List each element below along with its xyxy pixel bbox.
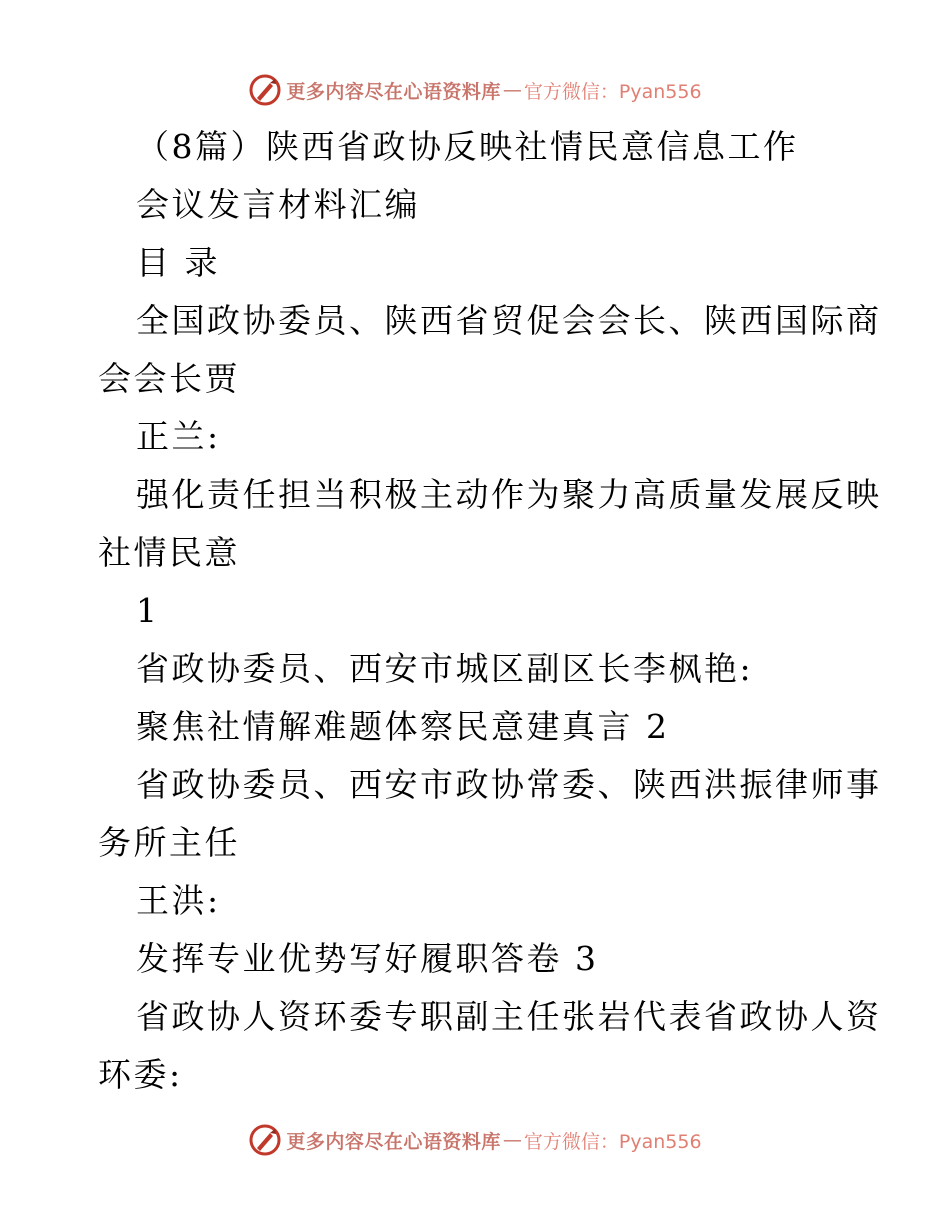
watermark-separator: —	[502, 1129, 522, 1151]
toc-entry-3-author-cont: 务所主任	[98, 823, 240, 862]
toc-entry-3-author: 省政协委员、西安市政协常委、陕西洪振律师事	[136, 765, 882, 804]
toc-entry-4-author-cont: 环委:	[98, 1055, 183, 1094]
watermark-contact: 官方微信：Pyan556	[523, 80, 702, 103]
pen-logo-icon	[248, 1123, 282, 1157]
watermark-contact: 官方微信：Pyan556	[523, 1130, 702, 1153]
toc-entry-1-author: 全国政协委员、陕西省贸促会会长、陕西国际商	[136, 301, 882, 340]
toc-entry-1-author-cont: 会会长贾	[98, 359, 240, 398]
toc-entry-2-author: 省政协委员、西安市城区副区长李枫艳:	[136, 649, 754, 688]
document-title: （8篇）陕西省政协反映社情民意信息工作	[136, 127, 799, 166]
watermark-separator: —	[502, 79, 522, 101]
document-title-cont: 会议发言材料汇编	[136, 185, 420, 224]
watermark-brand: 更多内容尽在心语资料库	[286, 80, 501, 103]
toc-entry-1-title: 强化责任担当积极主动作为聚力高质量发展反映	[136, 475, 882, 514]
toc-entry-2-title: 聚焦社情解难题体察民意建真言 2	[136, 707, 670, 746]
toc-entry-3-title: 发挥专业优势写好履职答卷 3	[136, 939, 599, 978]
toc-entry-1-page: 1	[136, 591, 160, 630]
footer-watermark	[0, 1120, 950, 1160]
watermark-brand: 更多内容尽在心语资料库	[286, 1130, 501, 1153]
header-watermark	[0, 70, 950, 110]
toc-heading: 目 录	[136, 243, 220, 282]
toc-entry-3-author-name: 王洪:	[136, 881, 221, 920]
toc-entry-4-author: 省政协人资环委专职副主任张岩代表省政协人资	[136, 997, 882, 1036]
document-body	[98, 118, 882, 1104]
toc-entry-1-title-cont: 社情民意	[98, 533, 240, 572]
pen-logo-icon	[248, 73, 282, 107]
toc-entry-1-author-name: 正兰:	[136, 417, 221, 456]
